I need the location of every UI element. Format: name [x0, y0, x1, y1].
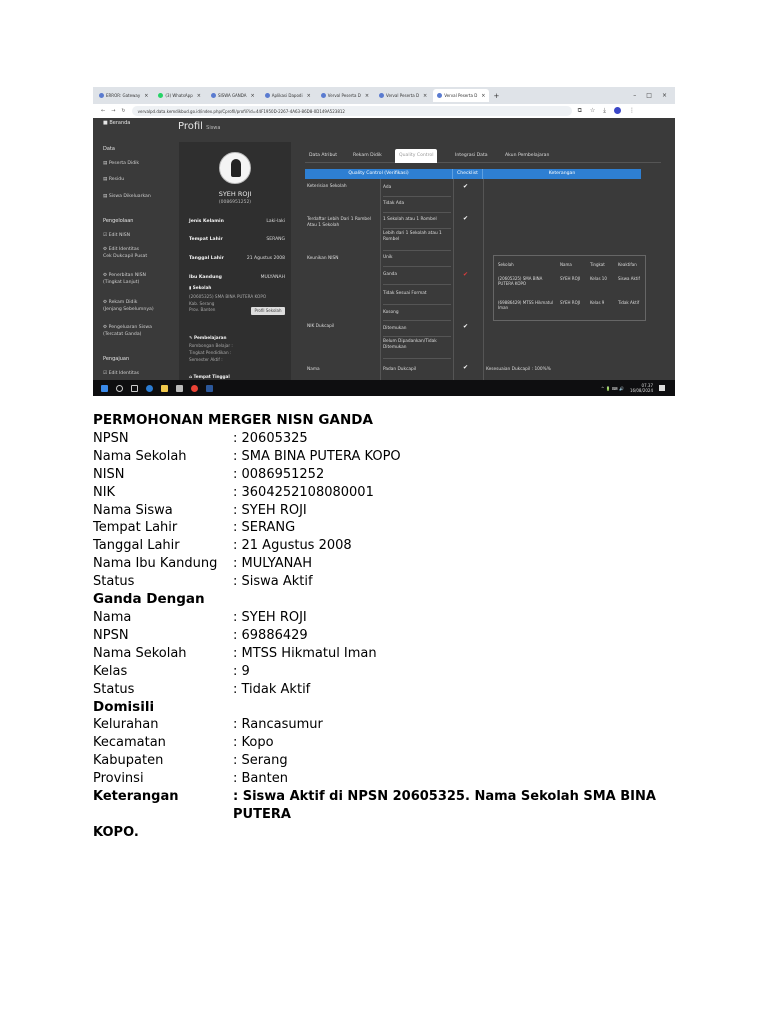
sidebar-section-data: Data	[103, 146, 115, 152]
checkmark-icon: ✔	[463, 323, 469, 330]
sidebar-section-pengelolaan: Pengelolaan	[103, 218, 134, 224]
checkmark-icon: ✔	[463, 364, 469, 371]
table-divider	[453, 179, 454, 381]
field-label: Nama Sekolah	[93, 448, 187, 464]
field-row	[93, 466, 693, 484]
dup-cell: SYEH ROJI	[560, 276, 581, 281]
field-row	[93, 752, 693, 770]
profile-field: Tanggal Lahir 21 Agustus 2008	[189, 256, 285, 261]
field-value: : 9	[233, 663, 250, 679]
file-explorer-icon[interactable]	[161, 385, 168, 392]
browser-tab-active[interactable]: Verval Peserta D ×	[433, 89, 489, 102]
qc-option: Unik	[383, 251, 451, 267]
profile-field: Tempat Lahir SERANG	[189, 237, 285, 242]
checkmark-icon: ✔	[463, 215, 469, 222]
field-label: Nama Sekolah	[93, 645, 187, 661]
tempat-tinggal-heading: ⌂ Tempat Tinggal	[189, 374, 230, 379]
letter-body	[93, 412, 693, 842]
field-label: NPSN	[93, 627, 129, 643]
sidebar-item-pengajuan-edit-identitas[interactable]: ☑ Edit Identitas	[103, 371, 140, 376]
field-row	[93, 448, 693, 466]
store-icon[interactable]	[176, 385, 183, 392]
duplicate-school-table	[493, 255, 646, 321]
close-icon[interactable]: ×	[423, 92, 428, 99]
tab-integrasi-data[interactable]: Integrasi Data	[455, 153, 488, 158]
table-divider	[483, 179, 484, 381]
field-row	[93, 770, 693, 788]
field-value: : MULYANAH	[233, 556, 312, 572]
domisili-heading: Domisili	[93, 698, 155, 715]
document-title: PERMOHONAN MERGER NISN GANDA	[93, 412, 373, 428]
field-label: Kecamatan	[93, 735, 166, 751]
profil-sekolah-button[interactable]: Profil Sekolah	[251, 307, 285, 315]
field-row	[93, 430, 693, 448]
field-value: : SYEH ROJI	[233, 502, 307, 518]
qc-option: Kosong	[383, 305, 451, 321]
browser-tab[interactable]: ERROR: Gateway ×	[95, 89, 152, 102]
embedded-screenshot	[93, 87, 675, 396]
clock[interactable]: 07.37 16/08/2024	[629, 383, 653, 393]
kesesuaian-dukcapil: Kesesuaian Dukcapil : 100%%	[486, 367, 551, 372]
pembelajaran-line: Tingkat Pendidikan :	[189, 350, 232, 355]
sidebar-item-penerbitan-nisn[interactable]: ⚙ Penerbitan NISN (Tingkat Lanjut)	[103, 273, 146, 285]
qc-option: Lebih dari 1 Sekolah atau 1 Rombel	[383, 229, 451, 251]
notification-icon[interactable]	[659, 385, 665, 391]
favicon-icon	[321, 93, 326, 98]
field-label: NISN	[93, 466, 125, 482]
field-label: NPSN	[93, 430, 129, 446]
keterangan-header: Keterangan	[483, 169, 641, 179]
sidebar-item-pengeluaran-siswa[interactable]: ⚙ Pengeluaran Siswa (Tercatat Ganda)	[103, 325, 152, 337]
browser-tab[interactable]: Verval Peserta D ×	[375, 89, 431, 102]
chrome-icon[interactable]	[191, 385, 198, 392]
field-value: : SYEH ROJI	[233, 609, 307, 625]
checkmark-icon: ✔	[463, 183, 469, 190]
field-value: : Serang	[233, 753, 288, 769]
field-label: Provinsi	[93, 771, 144, 787]
back-icon[interactable]: ←	[101, 108, 106, 114]
browser-tab[interactable]: Verval Peserta D ×	[317, 89, 373, 102]
search-icon[interactable]	[116, 385, 123, 392]
field-value: : MTSS Hikmatul Iman	[233, 645, 377, 661]
windows-taskbar	[93, 380, 675, 396]
profile-field: Ibu Kandung MULYANAH	[189, 275, 285, 280]
table-divider	[380, 179, 381, 381]
download-icon[interactable]: ⤓	[603, 107, 606, 114]
dup-header: Nama	[560, 262, 572, 267]
domisili-fields	[93, 716, 693, 788]
favicon-icon	[379, 93, 384, 98]
sidebar-item-rekam-didik[interactable]: ⚙ Rekam Didik (Jenjang Sebelumnya)	[103, 300, 154, 312]
url-input[interactable]: vervalpd.data.kemdikbud.go.id/index.php/Cprofil/profil?id=44F1950D-2267-4A63-86D8-0D149A523812	[132, 106, 572, 116]
field-label: Tanggal Lahir	[93, 538, 180, 554]
favicon-icon	[99, 93, 104, 98]
qc-option: Belum Dipadankan/Tidak Ditemukan	[383, 337, 451, 359]
sekolah-line: (20605325) SMA BINA PUTERA KOPO	[189, 294, 267, 299]
dup-cell: (20605325) SMA BINA PUTERA KOPO	[498, 276, 543, 286]
field-value: : Tidak Aktif	[233, 681, 311, 697]
field-value: : 20605325	[233, 430, 308, 446]
field-value: : 21 Agustus 2008	[233, 538, 352, 554]
field-row	[93, 627, 693, 645]
field-label: Status	[93, 574, 135, 590]
system-tray-icons[interactable]: ^ 🔋 ⌨ 🔊	[601, 385, 624, 391]
page-title: Profil Siswa	[178, 121, 221, 132]
student-profile-card	[179, 142, 291, 380]
dup-header: Keaktifan	[618, 262, 637, 267]
sidebar-item-siswa-dikeluarkan[interactable]: ▤ Siswa Dikeluarkan	[103, 194, 151, 199]
field-label: Nama Ibu Kandung	[93, 556, 218, 572]
close-icon[interactable]: ×	[364, 92, 370, 99]
edge-icon[interactable]	[146, 385, 153, 392]
field-row	[93, 663, 693, 681]
new-tab-icon[interactable]: +	[493, 91, 500, 100]
qc-option: Tidak Ada	[383, 197, 451, 213]
whatsapp-icon	[158, 93, 163, 98]
qc-option: Padan Dukcapil	[383, 367, 417, 372]
close-window-icon[interactable]: ×	[661, 92, 667, 99]
dup-cell: Siswa Aktif	[618, 276, 640, 281]
field-row	[93, 573, 693, 591]
field-row	[93, 555, 693, 573]
sidebar-item-residu[interactable]: ▤ Residu	[103, 177, 125, 182]
sekolah-line: Prov. Banten	[189, 307, 216, 312]
tab-rekam-didik[interactable]: Rekam Didik	[353, 153, 382, 158]
menu-kebab-icon[interactable]: ⋮	[628, 107, 635, 114]
field-label: NIK	[93, 484, 116, 500]
field-row	[93, 609, 693, 627]
qc-option: Tidak Sesuai Format	[383, 285, 451, 305]
field-value: : SMA BINA PUTERA KOPO	[233, 448, 401, 464]
dup-cell: Kelas 10	[590, 276, 607, 281]
browser-tab-strip	[93, 87, 675, 104]
qc-group: Nama	[307, 367, 320, 372]
sidebar-item-beranda[interactable]: ■ Beranda	[103, 120, 131, 126]
tab-data-atribut[interactable]: Data Atribut	[309, 153, 338, 158]
sidebar-item-edit-nisn[interactable]: ☑ Edit NISN	[103, 233, 131, 238]
close-icon[interactable]: ×	[481, 92, 486, 99]
close-icon[interactable]: ×	[306, 92, 311, 99]
student-nisn: (0086951252)	[218, 200, 252, 205]
keterangan-label: Keterangan	[93, 789, 179, 805]
pembelajaran-line: Semester Aktif :	[189, 357, 223, 362]
dup-cell: Tidak Aktif	[618, 300, 640, 305]
field-row	[93, 645, 693, 663]
pembelajaran-heading: ✎ Pembelajaran	[189, 335, 227, 340]
checkmark-red-icon: ✔	[463, 271, 469, 278]
browser-tab[interactable]: Aplikasi Dapodi ×	[261, 89, 315, 102]
favicon-icon	[265, 93, 270, 98]
tab-quality-control[interactable]: Quality Control	[395, 149, 437, 163]
field-label: Nama	[93, 609, 132, 625]
sidebar-item-edit-identitas[interactable]: ⚙ Edit Identitas Cek Dukcapil Pusat	[103, 247, 148, 259]
sekolah-line: Kab. Serang	[189, 301, 215, 306]
qc-option: Ganda	[383, 267, 451, 285]
field-label: Kelas	[93, 663, 128, 679]
field-row	[93, 681, 693, 699]
dup-header: Sekolah	[498, 262, 514, 267]
qc-option: 1 Sekolah atau 1 Rombel	[383, 213, 451, 229]
ganda-heading: Ganda Dengan	[93, 591, 205, 608]
close-icon[interactable]: ×	[250, 92, 255, 99]
keterangan-row	[93, 788, 693, 824]
field-label: Status	[93, 681, 135, 697]
qc-group: Terdaftar Lebih Dari 1 Rombel Atau 1 Sekolah	[307, 217, 371, 228]
favicon-icon	[211, 93, 216, 98]
field-value: : Siswa Aktif	[233, 574, 313, 590]
minimize-icon[interactable]: –	[633, 92, 637, 99]
browser-tab[interactable]: (3) WhatsApp ×	[154, 89, 205, 102]
qc-group: NIK Dukcapil	[307, 324, 335, 329]
qc-group: Keterisian Sekolah	[307, 184, 347, 189]
field-value: : Kopo	[233, 735, 274, 751]
app-sidebar	[93, 118, 175, 380]
keterangan-continuation: KOPO.	[93, 824, 139, 840]
field-value: : 69886429	[233, 627, 308, 643]
windows-start-icon[interactable]	[101, 385, 108, 392]
favicon-icon	[437, 93, 442, 98]
field-label: Nama Siswa	[93, 502, 173, 518]
address-bar-row	[93, 104, 675, 118]
sidebar-item-peserta-didik[interactable]: ▤ Peserta Didik	[103, 161, 140, 166]
main-fields	[93, 430, 693, 591]
reload-icon[interactable]: ↻	[121, 108, 126, 114]
qc-header: Quality Control (Verifikasi)	[305, 169, 453, 179]
dup-cell: (69886429) MTSS Hikmatul Iman	[498, 300, 553, 310]
field-row	[93, 484, 693, 502]
qc-group: Keunikan NISN	[307, 256, 339, 261]
dup-cell: Kelas 9	[590, 300, 605, 305]
field-row	[93, 519, 693, 537]
browser-tab[interactable]: SISWA GANDA ×	[207, 89, 259, 102]
field-row	[93, 502, 693, 520]
translate-icon[interactable]: ⧉	[577, 107, 582, 114]
close-icon[interactable]: ×	[196, 92, 201, 99]
field-value: : 0086951252	[233, 466, 325, 482]
field-value: : Banten	[233, 771, 288, 787]
dup-cell: SYEH ROJI	[560, 300, 581, 305]
qc-tab-bar	[305, 149, 661, 163]
student-avatar	[219, 152, 251, 184]
field-row	[93, 537, 693, 555]
keterangan-value: : Siswa Aktif di NPSN 20605325. Nama Sekolah SMA BINA PUTERA	[233, 789, 656, 822]
field-value: : SERANG	[233, 520, 296, 536]
profile-avatar[interactable]	[614, 107, 621, 114]
ganda-fields	[93, 609, 693, 699]
field-label: Kabupaten	[93, 753, 164, 769]
field-label: Kelurahan	[93, 717, 159, 733]
task-view-icon[interactable]	[131, 385, 138, 392]
field-value: : Rancasumur	[233, 717, 323, 733]
field-row	[93, 734, 693, 752]
window-controls	[633, 92, 675, 99]
forward-icon[interactable]: →	[111, 108, 116, 114]
bookmark-star-icon[interactable]: ☆	[589, 107, 596, 114]
maximize-icon[interactable]: □	[646, 92, 652, 99]
sidebar-section-pengajuan: Pengajuan	[103, 356, 130, 362]
qc-option: Ada	[383, 181, 451, 197]
profile-field: Jenis Kelamin Laki-laki	[189, 219, 285, 224]
close-icon[interactable]: ×	[144, 92, 149, 99]
checklist-header: Checklist	[453, 169, 483, 179]
dup-header: Tingkat	[590, 262, 605, 267]
field-row	[93, 716, 693, 734]
student-name: SYEH ROJI	[218, 190, 252, 198]
tab-akun-pembelajaran[interactable]: Akun Pembelajaran	[505, 153, 550, 158]
word-icon[interactable]	[206, 385, 213, 392]
field-label: Tempat Lahir	[93, 520, 178, 536]
qc-option: Ditemukan	[383, 321, 451, 337]
sekolah-heading: ▮ Sekolah	[189, 285, 212, 290]
field-value: : 3604252108080001	[233, 484, 374, 500]
pembelajaran-line: Rombongan Belajar :	[189, 343, 233, 348]
